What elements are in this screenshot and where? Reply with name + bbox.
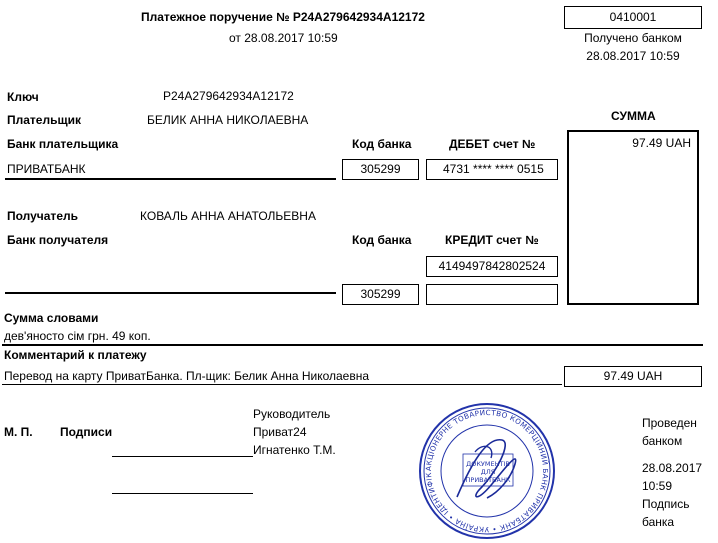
credit-account-box <box>426 256 558 277</box>
comment-sum-box <box>564 366 702 387</box>
document-date: от 28.08.2017 10:59 <box>229 31 338 45</box>
sum-words-divider <box>2 344 703 346</box>
payer-value: БЕЛИК АННА НИКОЛАЕВНА <box>147 113 309 127</box>
document-title: Платежное поручение № P24A279642934A12172 <box>141 10 425 24</box>
payer-bank-code: 305299 <box>360 162 401 176</box>
stamp-center-1: ДОКУМЕНТІВ <box>466 460 510 468</box>
payer-bank-value: ПРИВАТБАНК <box>7 162 86 176</box>
processed-time: 10:59 <box>642 479 673 493</box>
recipient-bank-label: Банк получателя <box>7 233 109 247</box>
debit-label: ДЕБЕТ счет № <box>449 137 536 151</box>
head-label: Руководитель <box>253 407 331 421</box>
stamp-center-3: ПРИВАТБАНК <box>465 476 511 484</box>
credit-label: КРЕДИТ счет № <box>445 233 539 247</box>
received-label: Получено банком <box>584 31 682 45</box>
comment-underline <box>2 384 562 385</box>
key-label: Ключ <box>7 90 39 104</box>
comment-label: Комментарий к платежу <box>4 348 147 362</box>
recipient-bank-code-label: Код банка <box>352 233 412 247</box>
sum-value: 97.49 UAH <box>632 136 691 150</box>
processed-label-1: Проведен <box>642 416 697 430</box>
head-org: Приват24 <box>253 425 307 439</box>
payer-label: Плательщик <box>7 113 81 127</box>
received-date: 28.08.2017 10:59 <box>586 49 680 63</box>
payer-bank-code-box <box>342 159 419 180</box>
processed-label-2: банком <box>642 434 683 448</box>
sum-words-value: дев'яносто сім грн. 49 коп. <box>4 329 151 343</box>
recipient-value: КОВАЛЬ АННА АНАТОЛЬЕВНА <box>140 209 316 223</box>
bank-sign-2: банка <box>642 515 675 529</box>
form-code-box <box>564 6 702 29</box>
bank-stamp <box>417 402 557 540</box>
payer-bank-label: Банк плательщика <box>7 137 119 151</box>
form-code: 0410001 <box>609 10 657 24</box>
signature-line-2 <box>112 493 253 494</box>
debit-account: 4731 **** **** 0515 <box>443 162 544 176</box>
sum-label: СУММА <box>611 109 656 123</box>
recipient-bank-code-box <box>342 284 419 305</box>
head-name: Игнатенко Т.М. <box>253 443 336 457</box>
bank-code-label: Код банка <box>352 137 412 151</box>
recipient-bank-underline <box>5 292 336 294</box>
key-value: P24A279642934A12172 <box>163 89 294 103</box>
comment-sum: 97.49 UAH <box>603 369 663 383</box>
recipient-bank-code: 305299 <box>360 287 401 301</box>
processed-date: 28.08.2017 <box>642 461 703 475</box>
signatures-label: Подписи <box>60 425 113 439</box>
signature-line-1 <box>112 456 253 457</box>
sum-words-label: Сумма словами <box>4 311 99 325</box>
bank-sign-1: Подпись <box>642 497 690 511</box>
comment-value: Перевод на карту ПриватБанка. Пл-щик: Белик Анна Николаевна <box>4 369 370 383</box>
debit-account-box <box>426 159 558 180</box>
credit-account: 4149497842802524 <box>438 259 546 273</box>
sum-box <box>567 130 699 305</box>
stamp-ring-text: АКЦІОНЕРНЕ ТОВАРИСТВО КОМЕРЦІЙНИЙ БАНК ПРИВАТБАНК • УКРАЇНА • ІДЕНТИФІК <box>423 407 551 535</box>
mp-label: М. П. <box>4 425 33 439</box>
recipient-label: Получатель <box>7 209 78 223</box>
stamp-center-2: ДЛЯ <box>480 468 496 476</box>
payer-bank-underline <box>5 178 336 180</box>
recipient-account-empty-box <box>426 284 558 305</box>
